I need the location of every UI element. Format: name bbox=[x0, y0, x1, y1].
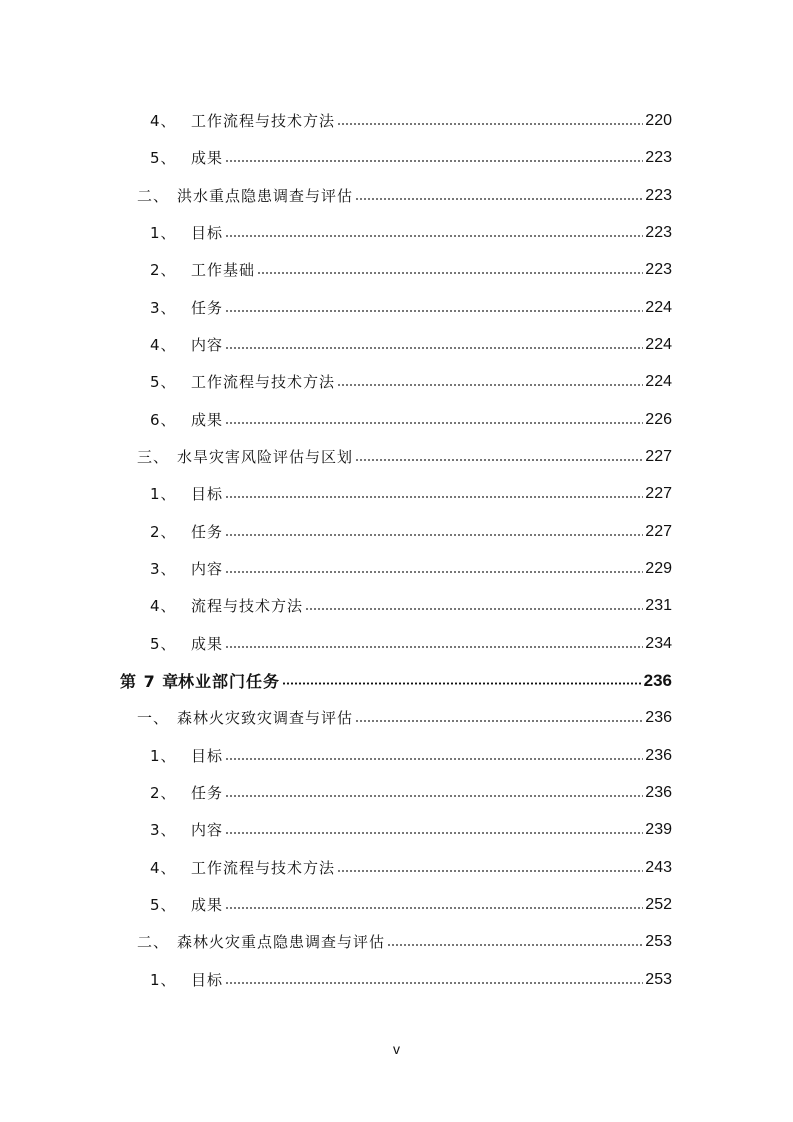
toc-entry-number: 4、 bbox=[150, 597, 177, 615]
toc-entry-page-number: 253 bbox=[645, 970, 672, 988]
dot-leader bbox=[337, 384, 643, 386]
toc-entry-number: 1、 bbox=[150, 747, 177, 765]
toc-entry-page-number: 243 bbox=[645, 858, 672, 876]
toc-entry-number: 1、 bbox=[150, 224, 177, 242]
toc-entry-page-number: 234 bbox=[645, 634, 672, 652]
toc-entry-page-number: 223 bbox=[645, 186, 672, 204]
toc-entry-number: 4、 bbox=[150, 336, 177, 354]
toc-entry-number: 2、 bbox=[150, 784, 177, 802]
toc-entry-page-number: 224 bbox=[645, 335, 672, 353]
toc-entry-page-number: 231 bbox=[645, 596, 672, 614]
toc-section-entry[interactable] bbox=[137, 699, 672, 736]
dot-leader bbox=[225, 758, 643, 760]
toc-entry-number: 5、 bbox=[150, 896, 177, 914]
toc-entry-page-number: 227 bbox=[645, 522, 672, 540]
toc-entry-page-number: 226 bbox=[645, 410, 672, 428]
toc-section-entry[interactable] bbox=[137, 438, 672, 475]
toc-entry-title: 内容 bbox=[191, 336, 224, 354]
toc-entry-number: 二、 bbox=[137, 933, 170, 951]
toc-entry-title: 目标 bbox=[191, 747, 224, 765]
toc-entry-title: 流程与技术方法 bbox=[191, 597, 304, 615]
dot-leader bbox=[225, 907, 643, 909]
toc-entry-page-number: 236 bbox=[645, 746, 672, 764]
toc-item-entry[interactable] bbox=[150, 550, 672, 587]
toc-entry-title: 内容 bbox=[191, 821, 224, 839]
toc-entry-number: 3、 bbox=[150, 821, 177, 839]
toc-entry-title: 工作流程与技术方法 bbox=[191, 373, 336, 391]
toc-entry-number: 1、 bbox=[150, 971, 177, 989]
toc-item-entry[interactable] bbox=[150, 774, 672, 811]
toc-item-entry[interactable] bbox=[150, 326, 672, 363]
toc-entry-title: 目标 bbox=[191, 224, 224, 242]
page-number: v bbox=[393, 1041, 400, 1057]
toc-entry-number: 2、 bbox=[150, 261, 177, 279]
toc-entry-page-number: 236 bbox=[645, 783, 672, 801]
dot-leader bbox=[337, 123, 643, 125]
dot-leader bbox=[337, 870, 643, 872]
dot-leader bbox=[225, 310, 643, 312]
toc-entry-title: 水旱灾害风险评估与区划 bbox=[177, 448, 354, 466]
toc-entry-page-number: 227 bbox=[645, 447, 672, 465]
toc-entry-title: 成果 bbox=[191, 896, 224, 914]
toc-entry-title: 森林火灾致灾调查与评估 bbox=[177, 709, 354, 727]
toc-entry-page-number: 223 bbox=[645, 148, 672, 166]
toc-entry-title: 工作流程与技术方法 bbox=[191, 859, 336, 877]
toc-item-entry[interactable] bbox=[150, 214, 672, 251]
toc-entry-title: 成果 bbox=[191, 411, 224, 429]
toc-item-entry[interactable] bbox=[150, 102, 672, 139]
toc-entry-page-number: 220 bbox=[645, 111, 672, 129]
toc-item-entry[interactable] bbox=[150, 961, 672, 998]
toc-entry-title: 洪水重点隐患调查与评估 bbox=[177, 187, 354, 205]
toc-entry-page-number: 236 bbox=[643, 670, 672, 690]
toc-section-entry[interactable] bbox=[137, 177, 672, 214]
toc-item-entry[interactable] bbox=[150, 811, 672, 848]
toc-entry-number: 4、 bbox=[150, 859, 177, 877]
dot-leader bbox=[387, 944, 643, 946]
toc-entry-number: 二、 bbox=[137, 187, 170, 205]
toc-entry-page-number: 252 bbox=[645, 895, 672, 913]
dot-leader bbox=[225, 795, 643, 797]
toc-item-entry[interactable] bbox=[150, 251, 672, 288]
toc-item-entry[interactable] bbox=[150, 737, 672, 774]
toc-entry-number: 1、 bbox=[150, 485, 177, 503]
toc-item-entry[interactable] bbox=[150, 849, 672, 886]
toc-item-entry[interactable] bbox=[150, 401, 672, 438]
toc-section-entry[interactable] bbox=[137, 923, 672, 960]
toc-entry-page-number: 236 bbox=[645, 708, 672, 726]
toc-entry-page-number: 227 bbox=[645, 484, 672, 502]
toc-entry-page-number: 239 bbox=[645, 820, 672, 838]
toc-item-entry[interactable] bbox=[150, 139, 672, 176]
toc-entry-page-number: 224 bbox=[645, 298, 672, 316]
toc-entry-title: 成果 bbox=[191, 149, 224, 167]
toc-entry-title: 任务 bbox=[191, 784, 224, 802]
dot-leader bbox=[225, 832, 643, 834]
toc-entry-page-number: 229 bbox=[645, 559, 672, 577]
dot-leader bbox=[225, 646, 643, 648]
toc-entry-page-number: 223 bbox=[645, 223, 672, 241]
toc-entry-page-number: 223 bbox=[645, 260, 672, 278]
toc-entry-title: 林业部门任务 bbox=[178, 672, 281, 691]
toc-entry-page-number: 253 bbox=[645, 932, 672, 950]
toc-entry-page-number: 224 bbox=[645, 372, 672, 390]
toc-item-entry[interactable] bbox=[150, 475, 672, 512]
dot-leader bbox=[225, 235, 643, 237]
toc-entry-number: 5、 bbox=[150, 635, 177, 653]
toc-entry-title: 内容 bbox=[191, 560, 224, 578]
dot-leader bbox=[257, 272, 643, 274]
toc-entry-title: 任务 bbox=[191, 299, 224, 317]
toc-chapter-entry[interactable] bbox=[120, 662, 672, 699]
toc-entry-title: 工作基础 bbox=[191, 261, 256, 279]
dot-leader bbox=[225, 982, 643, 984]
toc-entry-title: 任务 bbox=[191, 523, 224, 541]
toc-item-entry[interactable] bbox=[150, 587, 672, 624]
toc-entry-number: 一、 bbox=[137, 709, 170, 727]
dot-leader bbox=[225, 571, 643, 573]
dot-leader bbox=[355, 720, 643, 722]
toc-entry-number: 3、 bbox=[150, 299, 177, 317]
toc-entry-number: 6、 bbox=[150, 411, 177, 429]
toc-entry-title: 目标 bbox=[191, 485, 224, 503]
dot-leader bbox=[225, 496, 643, 498]
toc-entry-title: 森林火灾重点隐患调查与评估 bbox=[177, 933, 386, 951]
toc-entry-number: 4、 bbox=[150, 112, 177, 130]
toc-entry-number: 2、 bbox=[150, 523, 177, 541]
toc-entry-number: 5、 bbox=[150, 149, 177, 167]
toc-entry-number: 三、 bbox=[137, 448, 170, 466]
toc-entry-title: 目标 bbox=[191, 971, 224, 989]
dot-leader bbox=[355, 198, 643, 200]
toc-entry-number: 第 7 章 bbox=[120, 672, 180, 691]
dot-leader bbox=[225, 347, 643, 349]
dot-leader bbox=[225, 534, 643, 536]
toc-entry-number: 5、 bbox=[150, 373, 177, 391]
toc-entry-title: 工作流程与技术方法 bbox=[191, 112, 336, 130]
toc-item-entry[interactable] bbox=[150, 513, 672, 550]
toc-item-entry[interactable] bbox=[150, 886, 672, 923]
dot-leader bbox=[355, 459, 643, 461]
toc-entry-number: 3、 bbox=[150, 560, 177, 578]
dot-leader bbox=[225, 422, 643, 424]
dot-leader bbox=[282, 682, 642, 685]
toc-item-entry[interactable] bbox=[150, 625, 672, 662]
dot-leader bbox=[305, 608, 643, 610]
toc-item-entry[interactable] bbox=[150, 363, 672, 400]
dot-leader bbox=[225, 160, 643, 162]
toc-item-entry[interactable] bbox=[150, 289, 672, 326]
toc-entry-title: 成果 bbox=[191, 635, 224, 653]
